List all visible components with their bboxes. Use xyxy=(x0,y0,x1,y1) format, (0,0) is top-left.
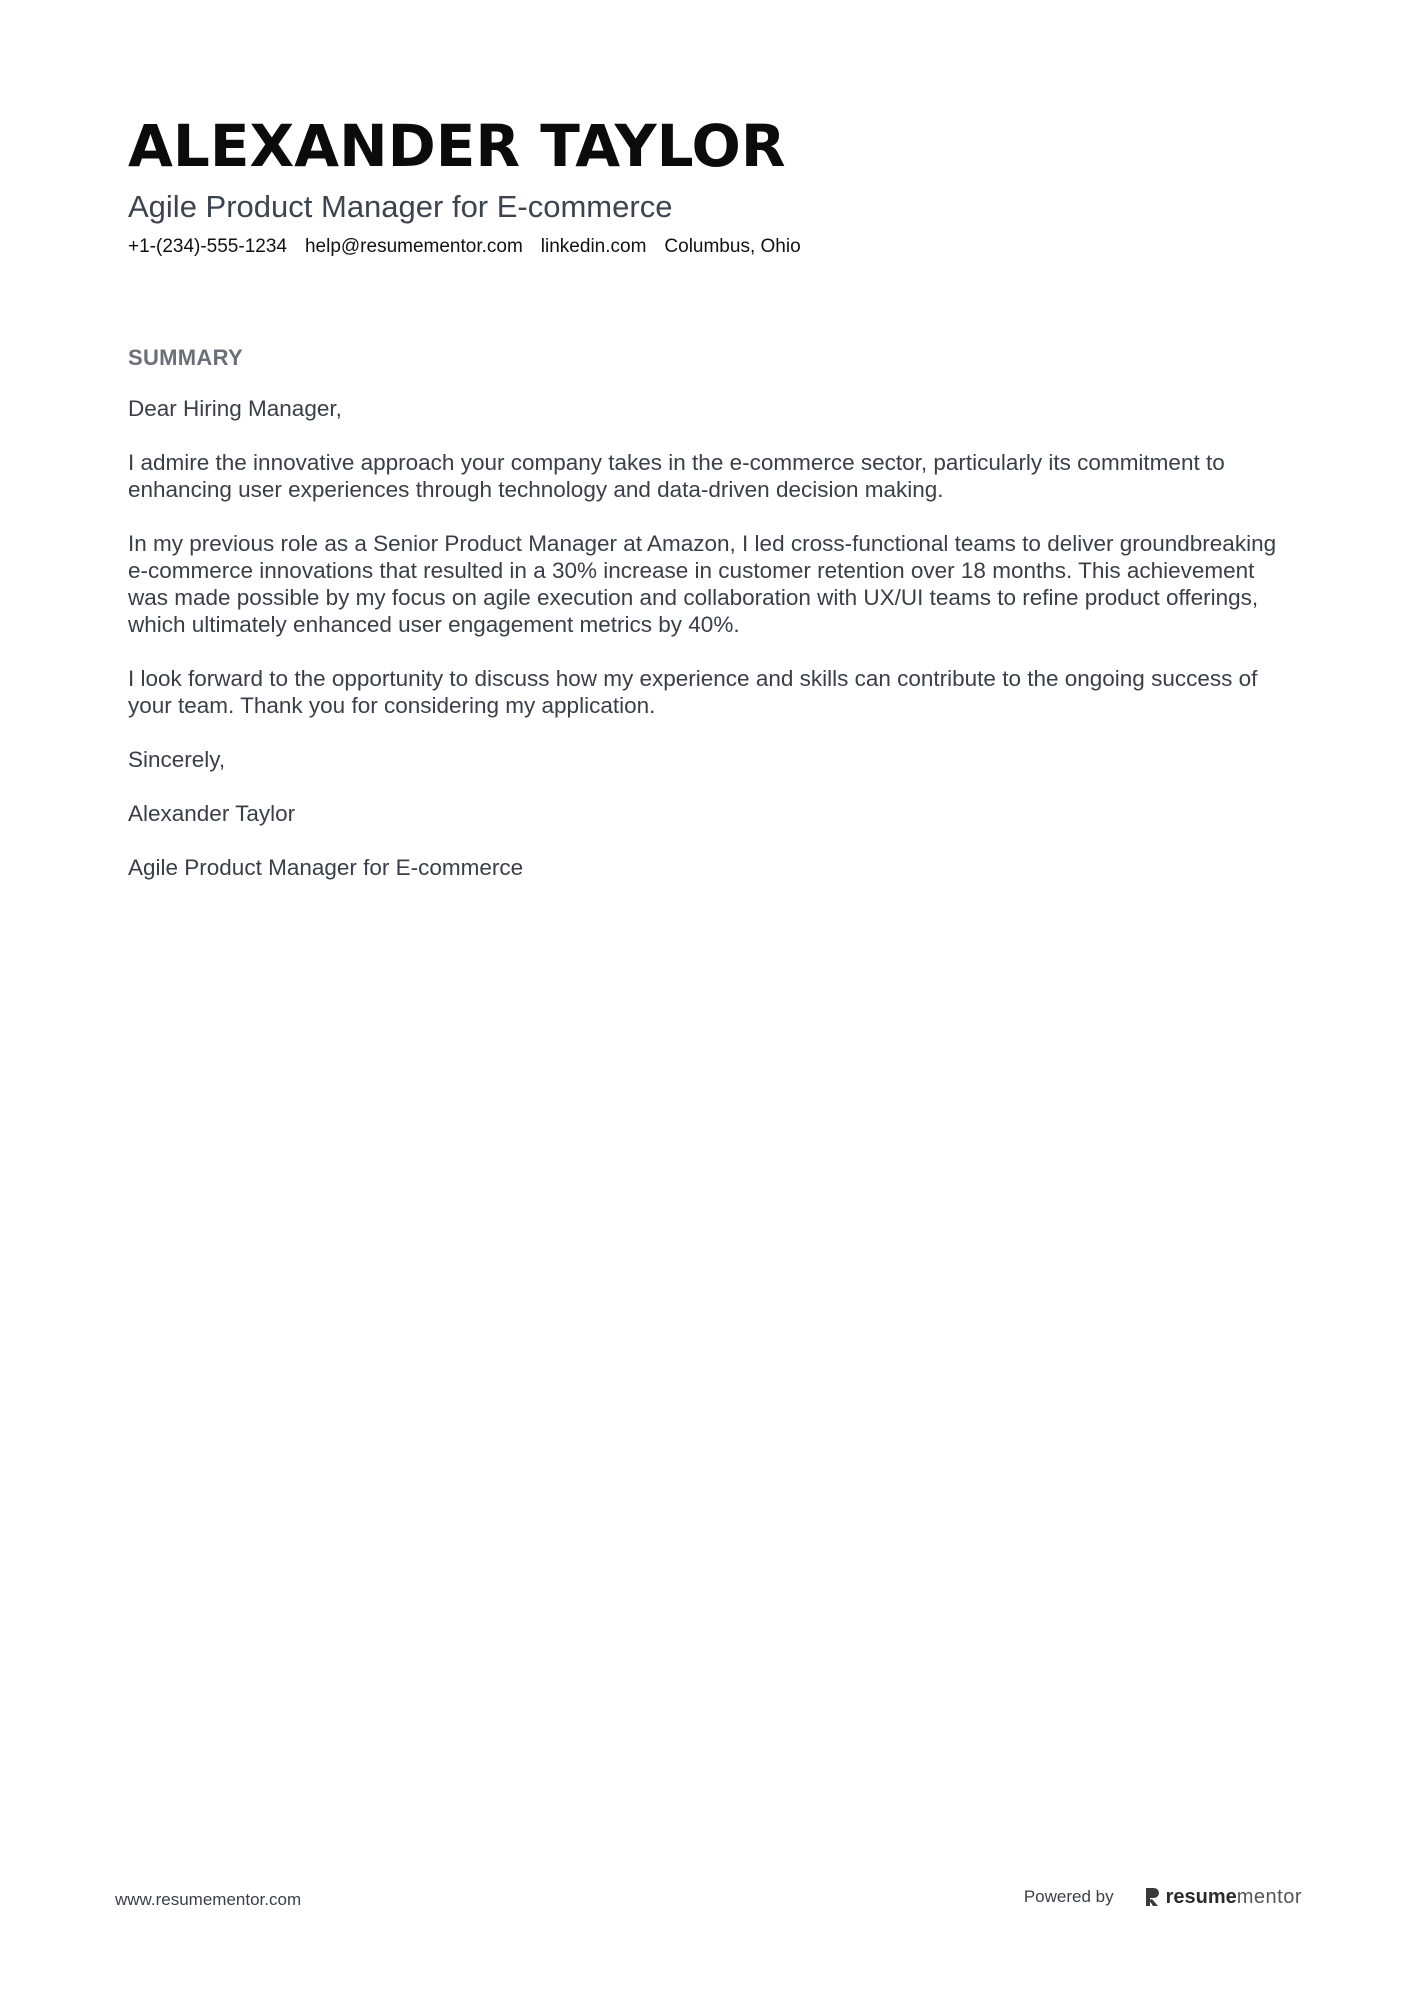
contact-linkedin[interactable]: linkedin.com xyxy=(540,236,647,257)
candidate-headline: Agile Product Manager for E-commerce xyxy=(128,189,673,224)
contact-phone: +1-(234)-555-1234 xyxy=(128,236,287,257)
letter-signature-name: Alexander Taylor xyxy=(128,801,296,826)
letter-paragraph-3: I look forward to the opportunity to discuss how my experience and skills can contribute to the ongoing success of your team. Thank you for considering my application. xyxy=(128,666,1258,718)
powered-by-label: Powered by xyxy=(1023,1887,1114,1906)
section-title: SUMMARY xyxy=(128,345,243,370)
letter-paragraph-1: I admire the innovative approach your company takes in the e-commerce sector, particularly its commitment to enhancing user experiences through technology and data-driven decision making. xyxy=(128,450,1225,502)
footer-branding xyxy=(1024,1885,1302,1909)
footer-website[interactable]: www.resumementor.com xyxy=(115,1890,302,1909)
summary-section xyxy=(128,343,1288,908)
brand-logo[interactable] xyxy=(1144,1885,1302,1909)
contact-location: Columbus, Ohio xyxy=(664,236,801,257)
brand-text-resume: resume xyxy=(1165,1886,1237,1908)
brand-text-mentor: mentor xyxy=(1236,1886,1302,1908)
contact-info xyxy=(128,234,1288,260)
letter-greeting: Dear Hiring Manager, xyxy=(128,396,342,421)
resumementor-logo-icon xyxy=(1144,1887,1160,1907)
letter-body xyxy=(128,395,1288,881)
header xyxy=(128,112,1288,260)
candidate-name: ALEXANDER TAYLOR xyxy=(128,112,786,180)
letter-paragraph-2: In my previous role as a Senior Product Manager at Amazon, I led cross-functional teams to deliver groundbreaking e-commerce innovations that resulted in a 30% increase in customer retention over 18 months. This achievement was made possible by my focus on agile execution and collaboration with UX/UI teams to refine product offerings, which ultimately enhanced user engagement metrics by 40%. xyxy=(128,531,1277,637)
letter-signature-title: Agile Product Manager for E-commerce xyxy=(128,855,524,880)
contact-email[interactable]: help@resumementor.com xyxy=(304,236,523,257)
letter-closing: Sincerely, xyxy=(128,747,226,772)
